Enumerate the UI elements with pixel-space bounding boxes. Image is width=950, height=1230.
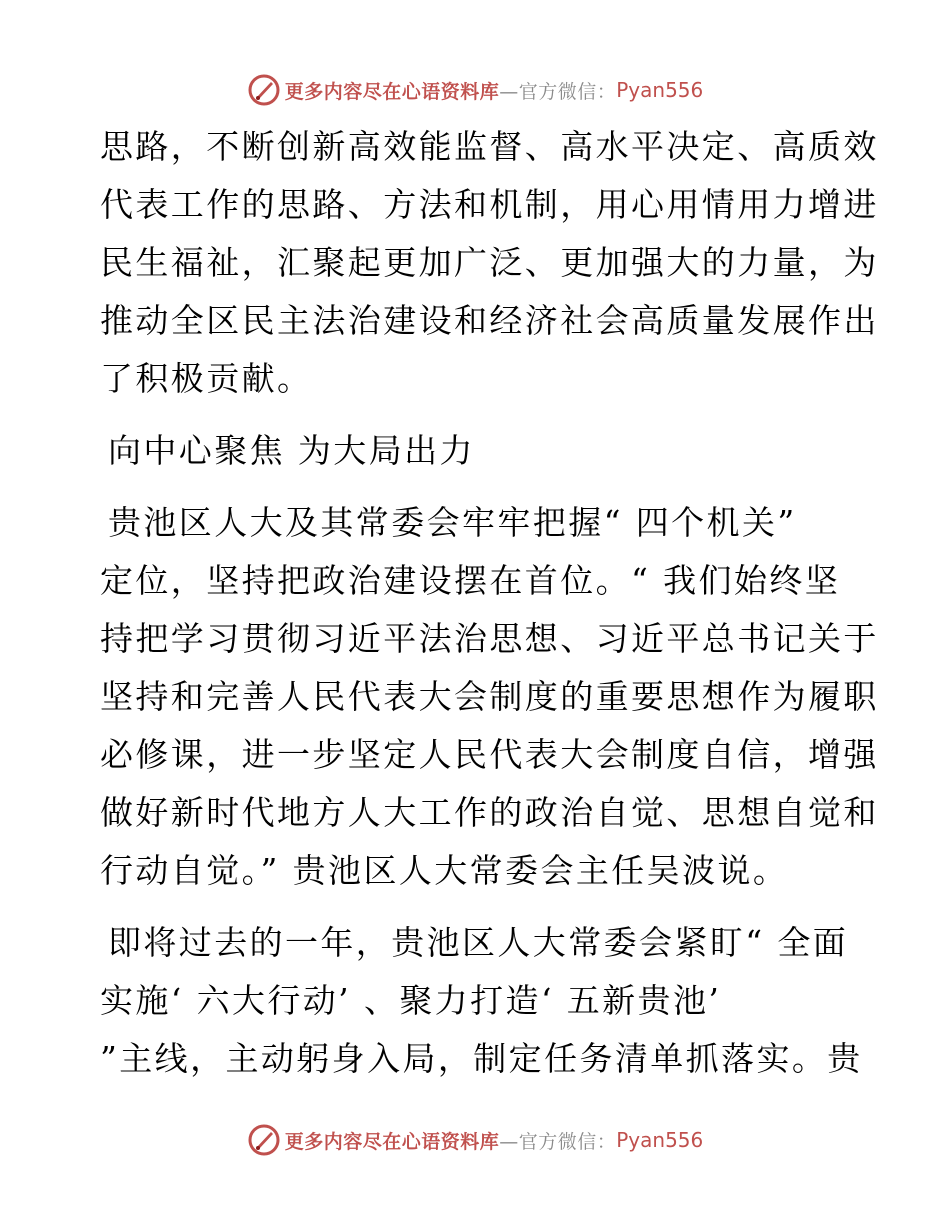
pen-circle-logo-icon [247, 1123, 281, 1157]
section-heading [100, 422, 850, 480]
watermark-red-text: 更多内容尽在心语资料库 [284, 1130, 500, 1153]
text-line: 贵池区人大及其常委会牢牢把握“ 四个机关” [108, 503, 797, 542]
watermark-gray-text: —官方微信： [499, 80, 617, 103]
text-line: 推动全区民主法治建设和经济社会高质量发展作出 [100, 301, 879, 340]
text-line: 必修课，进一步坚定人民代表大会制度自信，增强 [100, 735, 879, 774]
footer-watermark [0, 1120, 950, 1160]
text-line: 定位，坚持把政治建设摆在首位。“ 我们始终坚 [100, 561, 841, 600]
watermark-gray-text: —官方微信： [499, 1130, 617, 1153]
text-line: 了积极贡献。 [100, 359, 313, 398]
paragraph [100, 914, 863, 1088]
pen-circle-logo-icon [247, 73, 281, 107]
text-line: 行动自觉。” 贵池区人大常委会主任吴波说。 [100, 851, 789, 890]
watermark-wechat-id: Pyan556 [616, 1128, 704, 1152]
watermark-red-text: 更多内容尽在心语资料库 [284, 80, 500, 103]
document-body [100, 118, 879, 1088]
text-line: 思路，不断创新高效能监督、高水平决定、高质效 [100, 127, 879, 166]
watermark-wechat-id: Pyan556 [616, 78, 704, 102]
text-line: 民生福祉，汇聚起更加广泛、更加强大的力量，为 [100, 243, 879, 282]
text-line: 做好新时代地方人大工作的政治自觉、思想自觉和 [100, 793, 879, 832]
paragraph [100, 494, 879, 900]
text-line: 即将过去的一年，贵池区人大常委会紧盯“ 全面 [108, 923, 849, 962]
header-watermark [0, 70, 950, 110]
text-line: ”主线，主动躬身入局，制定任务清单抓落实。贵 [100, 1039, 863, 1078]
text-line: 代表工作的思路、方法和机制，用心用情用力增进 [100, 185, 879, 224]
text-line: 实施‘ 六大行动’ 、聚力打造‘ 五新贵池’ [100, 981, 722, 1020]
text-line: 坚持和完善人民代表大会制度的重要思想作为履职 [100, 677, 879, 716]
heading-line: 向中心聚焦 为大局出力 [108, 431, 475, 470]
paragraph [100, 118, 879, 408]
text-line: 持把学习贯彻习近平法治思想、习近平总书记关于 [100, 619, 879, 658]
